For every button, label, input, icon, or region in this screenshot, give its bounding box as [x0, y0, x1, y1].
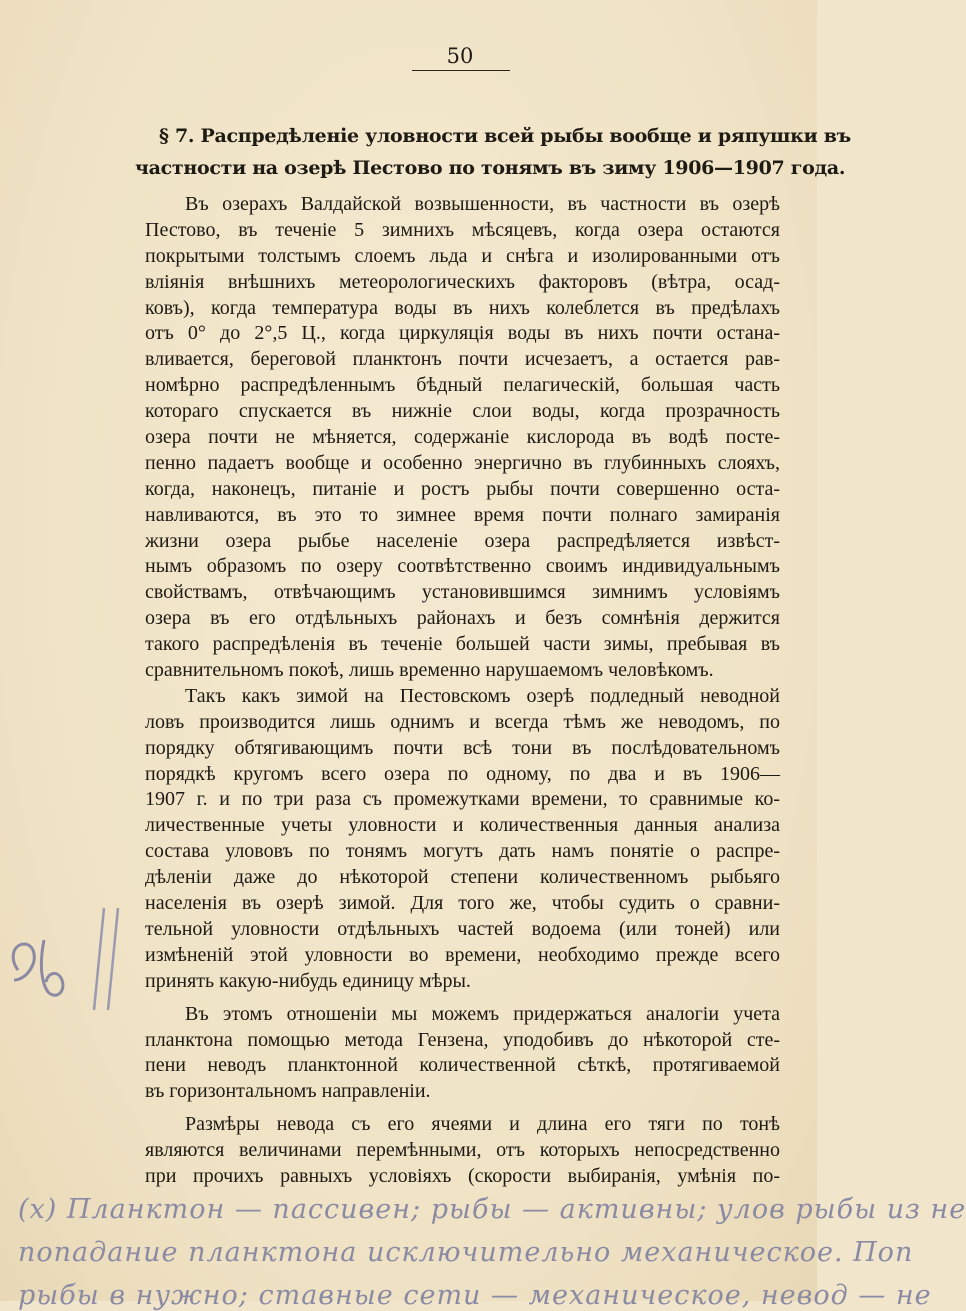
text-line: нымъ образомъ по озеру соотвѣтственно своимъ индивидуальнымъ — [145, 555, 780, 578]
text-line: порядкѣ кругомъ всего озера по одному, по два и въ 1906— — [145, 762, 780, 785]
handwritten-line-1: (x) Планктон — пассивен; рыбы — активны; улов рыбы из не — [18, 1194, 966, 1225]
body-text — [145, 192, 780, 1190]
text-line: являются величинами перемѣнными, отъ которыхъ непосредственно — [145, 1139, 780, 1162]
text-line: состава улововъ по тонямъ могутъ дать намъ понятіе о распре- — [145, 840, 780, 863]
page-number-rule — [412, 70, 510, 71]
text-line: сравнительномъ покоѣ, лишь временно нарушаемомъ человѣкомъ. — [145, 659, 714, 682]
text-line: дѣленіи даже до нѣкоторой степени количественномъ рыбьяго — [145, 866, 780, 889]
text-line: такого распредѣленія въ теченіе большей части зимы, пребывая въ — [145, 633, 780, 656]
text-line: ковъ), когда температура воды въ нихъ колеблется въ предѣлахъ — [145, 296, 780, 319]
handwritten-line-3: рыбы в нужно; ставные сети — механическое, невод — не — [18, 1280, 932, 1311]
text-line: при прочихъ равныхъ условіяхъ (скорости выбиранія, умѣнія по- — [145, 1164, 780, 1187]
text-line: 1907 г. и по три раза съ промежутками времени, то сравнимые ко- — [145, 788, 780, 811]
text-line: озера почти не мѣняется, содержаніе кислорода въ водѣ посте- — [145, 426, 780, 449]
text-line: пени неводъ планктонной количественной сѣткѣ, протягиваемой — [145, 1054, 780, 1077]
text-line: планктона помощью метода Гензена, уподобивъ до нѣкоторой сте- — [145, 1028, 780, 1051]
text-line: пенно падаетъ вообще и особенно энергично въ глубинныхъ слояхъ, — [145, 451, 780, 474]
handwritten-footnote — [0, 1182, 966, 1311]
text-line: Такъ какъ зимой на Пестовскомъ озерѣ подледный неводной — [185, 684, 780, 707]
text-line: принять какую-нибудь единицу мѣры. — [145, 969, 471, 992]
section-heading-line-1: § 7. Распредѣленіе уловности всей рыбы вообще и ряпушки въ — [159, 125, 851, 147]
text-line: номѣрно распредѣленнымъ бѣдный пелагическій, большая часть — [145, 374, 780, 397]
text-line: Пестово, въ теченіе 5 зимнихъ мѣсяцевъ, когда озера остаются — [145, 218, 780, 241]
text-line: котораго спускается въ нижніе слои воды, когда прозрачность — [145, 400, 780, 423]
text-line: вливается, береговой планктонъ почти исчезаетъ, а остается рав- — [145, 348, 780, 371]
text-line: навливаются, въ это то зимнее время почти полнаго замиранія — [145, 503, 780, 526]
text-line: жизни озера рыбье населеніе озера распредѣляется извѣст- — [145, 529, 780, 552]
text-line: измѣненій этой уловности во времени, необходимо прежде всего — [145, 943, 780, 966]
text-line: отъ 0° до 2°,5 Ц., когда циркуляція воды въ нихъ почти остана- — [145, 322, 780, 345]
section-heading-line-2: частности на озерѣ Пестово по тонямъ въ зиму 1906—1907 года. — [135, 157, 846, 179]
text-line: озера въ его отдѣльныхъ районахъ и безъ сомнѣнія держится — [145, 607, 780, 630]
page-number: 50 — [446, 44, 474, 68]
text-line: населенія въ озерѣ зимой. Для того же, чтобы судить о сравни- — [145, 892, 780, 915]
text-line: вліянія внѣшнихъ метеорологическихъ факторовъ (вѣтра, осад- — [145, 270, 780, 293]
text-line: свойствамъ, отвѣчающимъ установившимся зимнимъ условіямъ — [145, 581, 780, 604]
text-line: Въ озерахъ Валдайской возвышенности, въ частности въ озерѣ — [185, 193, 780, 215]
handwritten-line-2: попадание планктона исключительно механическое. Поп — [18, 1237, 914, 1268]
text-line: покрытыми толстымъ слоемъ льда и снѣга и изолированными отъ — [145, 244, 780, 267]
text-line: въ горизонтальномъ направленіи. — [145, 1080, 431, 1103]
text-line: Размѣры невода съ его ячеями и длина его тяги по тонѣ — [185, 1113, 780, 1136]
section-heading — [135, 120, 851, 184]
text-line: Въ этомъ отношеніи мы можемъ придержаться аналогіи учета — [185, 1002, 780, 1025]
text-line: порядку обтягивающимъ почти всѣ тони въ послѣдовательномъ — [145, 736, 780, 759]
margin-pencil-mark — [0, 900, 140, 1020]
text-line: тельной уловности отдѣльныхъ частей водоема (или тоней) или — [145, 917, 780, 940]
text-line: когда, наконецъ, питаніе и ростъ рыбы почти совершенно оста- — [145, 477, 780, 500]
text-line: личественные учеты уловности и количественныя данныя анализа — [145, 814, 780, 837]
text-line: ловъ производится лишь однимъ и всегда тѣмъ же неводомъ, по — [145, 710, 780, 733]
